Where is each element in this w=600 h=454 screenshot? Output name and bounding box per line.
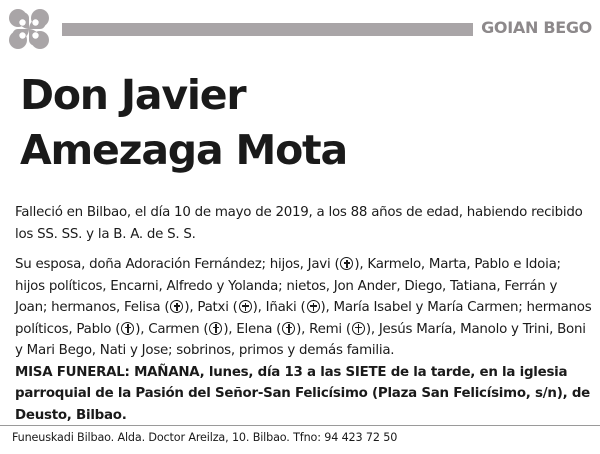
relatives-text: , Karmelo, Marta, Pablo e Idoia; hijos políticos, Encarni, Alfredo y Yolanda; nietos, Jon Ander, Diego, Tatiana, Ferrán y Joan; hermanos, Felisa (15, 257, 561, 315)
relatives-text: , Carmen (140, 321, 200, 337)
deceased-cross-icon (282, 322, 295, 335)
deceased-cross-icon (121, 322, 134, 335)
relatives-text: , Jesús María, Manolo y Trini, Boni y Mari Bego, Nati y Jose; sobrinos, primos y demás familia. (15, 321, 586, 358)
funeral-home-footer: Funeuskadi Bilbao. Alda. Doctor Areilza, 10. Bilbao. Tfno: 94 423 72 50 (12, 431, 398, 444)
footer-rule (0, 425, 600, 426)
deceased-name (20, 68, 580, 178)
relatives-text: Su esposa, doña Adoración Fernández; hijos, Javi (15, 257, 331, 272)
header-rule (62, 23, 473, 36)
deceased-cross-icon (209, 322, 222, 335)
deceased-cross-icon (170, 300, 183, 313)
funeral-paragraph (15, 362, 593, 427)
relatives-text: , Elena (228, 321, 273, 337)
notice-body (15, 202, 593, 426)
relatives-paragraph: Su esposa, doña Adoración Fernández; hijos, Javi ( ), Karmelo, Marta, Pablo e Idoia; hijos políticos, Encarni, Alfredo y Yolanda; nietos, Jon Ander, Diego, Tatiana, Ferrán y Joan; hermanos, Felisa ( ), Patxi ( ), Iñaki ( ), María Isabel y María Carmen; hermanos políticos, Pablo ( ), Carmen ( ), Elena ( ), Remi ( ), Jesús María, Manolo y Trini, Boni y Mari Bego, Nati y Jose; sobrinos, primos y demás familia. (15, 257, 592, 358)
relatives-text: , Patxi (189, 300, 229, 315)
section-label: GOIAN BEGO (481, 18, 592, 37)
deceased-cross-icon (340, 257, 353, 270)
lauburu-icon (6, 6, 52, 52)
death-paragraph: Falleció en Bilbao, el día 10 de mayo de 2019, a los 88 años de edad, habiendo recibido los SS. SS. y la B. A. de S. S. (15, 205, 583, 242)
header (0, 0, 600, 60)
deceased-cross-icon (239, 300, 252, 313)
name-line-2: Amezaga Mota (20, 126, 347, 174)
name-line-1: Don Javier (20, 71, 246, 119)
relatives-text: , Iñaki (257, 300, 297, 315)
relatives-text: , María Isabel y María Carmen; hermanos políticos, Pablo (15, 300, 592, 337)
relatives-text: , Remi (301, 321, 342, 337)
deceased-cross-icon (307, 300, 320, 313)
funeral-details: MAÑANA, lunes, día 13 a las SIETE de la tarde, en la iglesia parroquial de la Pasión del Señor-San Felicísimo (Plaza San Felicísimo, s/n), de Deusto, Bilbao. (15, 364, 590, 423)
funeral-heading: MISA FUNERAL: (15, 364, 130, 380)
deceased-cross-icon (352, 322, 365, 335)
